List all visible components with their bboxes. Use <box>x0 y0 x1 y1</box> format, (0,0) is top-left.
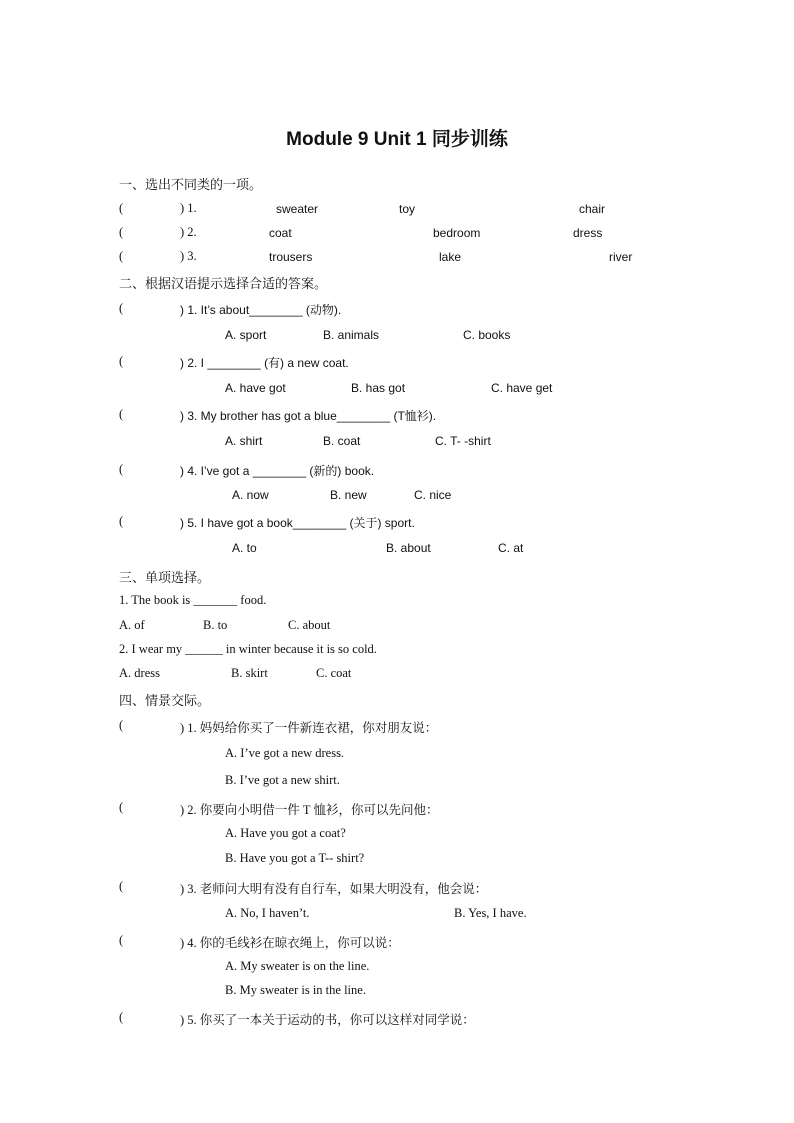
word-option: bedroom <box>433 226 481 240</box>
section-heading-3: 三、单项选择。 <box>119 571 211 586</box>
word-option: chair <box>579 202 606 216</box>
answer-paren: ( <box>119 407 124 421</box>
answer-paren: ( <box>119 1010 124 1024</box>
answer-paren: ( <box>119 800 124 814</box>
question-number: ) 1. <box>180 201 197 215</box>
section-heading-1: 一、选出不同类的一项。 <box>119 178 263 193</box>
word-option: lake <box>439 250 462 264</box>
choice-b: B. has got <box>351 381 406 395</box>
choice-c: C. books <box>463 328 511 342</box>
choice-a: A. to <box>232 541 257 555</box>
question-stem: ) 2. I ________ (有) a new coat. <box>180 356 349 370</box>
question-stem: ) 1. It’s about________ (动物). <box>180 303 342 317</box>
question-stem: ) 5. 你买了一本关于运动的书，你可以这样对同学说： <box>180 1013 475 1027</box>
choice-b: B. My sweater is in the line. <box>225 983 366 997</box>
answer-paren: ( <box>119 249 124 263</box>
answer-paren: ( <box>119 301 124 315</box>
choice-b: B. about <box>386 541 431 555</box>
choice-a: A. sport <box>225 328 267 342</box>
choice-b: B. animals <box>323 328 380 342</box>
choice-c: C. coat <box>316 666 352 680</box>
answer-paren: ( <box>119 201 124 215</box>
question-stem: ) 2. 你要向小明借一件 T 恤衫，你可以先问他： <box>180 803 439 817</box>
choice-b: B. Yes, I have. <box>454 906 527 920</box>
question-number: ) 2. <box>180 225 197 239</box>
choice-c: C. at <box>498 541 524 555</box>
word-option: river <box>609 250 633 264</box>
choice-a: A. shirt <box>225 434 263 448</box>
answer-paren: ( <box>119 718 124 732</box>
choice-b: B. to <box>203 618 228 632</box>
answer-paren: ( <box>119 933 124 947</box>
choice-a: A. No, I haven’t. <box>225 906 310 920</box>
choice-c: C. about <box>288 618 331 632</box>
question-stem: ) 4. I’ve got a ________ (新的) book. <box>180 464 375 478</box>
word-option: sweater <box>276 202 319 216</box>
word-option: toy <box>399 202 416 216</box>
choice-a: A. I’ve got a new dress. <box>225 746 345 760</box>
choice-b: B. I’ve got a new shirt. <box>225 773 340 787</box>
question-stem: ) 3. My brother has got a blue________ (T恤衫). <box>180 409 437 423</box>
choice-b: B. coat <box>323 434 361 448</box>
section-heading-4: 四、情景交际。 <box>119 694 211 709</box>
choice-b: B. Have you got a T-- shirt? <box>225 851 365 865</box>
choice-c: C. have get <box>491 381 553 395</box>
answer-paren: ( <box>119 462 124 476</box>
choice-b: B. skirt <box>231 666 268 680</box>
question-stem: ) 5. I have got a book________ (关于) sport. <box>180 516 415 530</box>
choice-a: A. of <box>119 618 145 632</box>
choice-a: A. My sweater is on the line. <box>225 959 370 973</box>
answer-paren: ( <box>119 514 124 528</box>
question-stem: ) 3. 老师问大明有没有自行车，如果大明没有，他会说： <box>180 882 488 896</box>
choice-a: A. now <box>232 488 269 502</box>
choice-b: B. new <box>330 488 367 502</box>
question-stem: 2. I wear my ______ in winter because it is so cold. <box>119 642 377 656</box>
choice-a: A. have got <box>225 381 286 395</box>
word-option: trousers <box>269 250 313 264</box>
choice-c: C. T- -shirt <box>435 434 491 448</box>
question-stem: 1. The book is _______ food. <box>119 593 267 607</box>
question-stem: ) 1. 妈妈给你买了一件新连衣裙，你对朋友说： <box>180 721 438 735</box>
word-option: dress <box>573 226 603 240</box>
question-number: ) 3. <box>180 249 197 263</box>
choice-c: C. nice <box>414 488 452 502</box>
word-option: coat <box>269 226 292 240</box>
answer-paren: ( <box>119 225 124 239</box>
choice-a: A. dress <box>119 666 160 680</box>
page-title: Module 9 Unit 1 同步训练 <box>286 129 508 150</box>
question-stem: ) 4. 你的毛线衫在晾衣绳上，你可以说： <box>180 936 400 950</box>
answer-paren: ( <box>119 879 124 893</box>
section-heading-2: 二、根据汉语提示选择合适的答案。 <box>119 277 328 292</box>
answer-paren: ( <box>119 354 124 368</box>
choice-a: A. Have you got a coat? <box>225 826 346 840</box>
